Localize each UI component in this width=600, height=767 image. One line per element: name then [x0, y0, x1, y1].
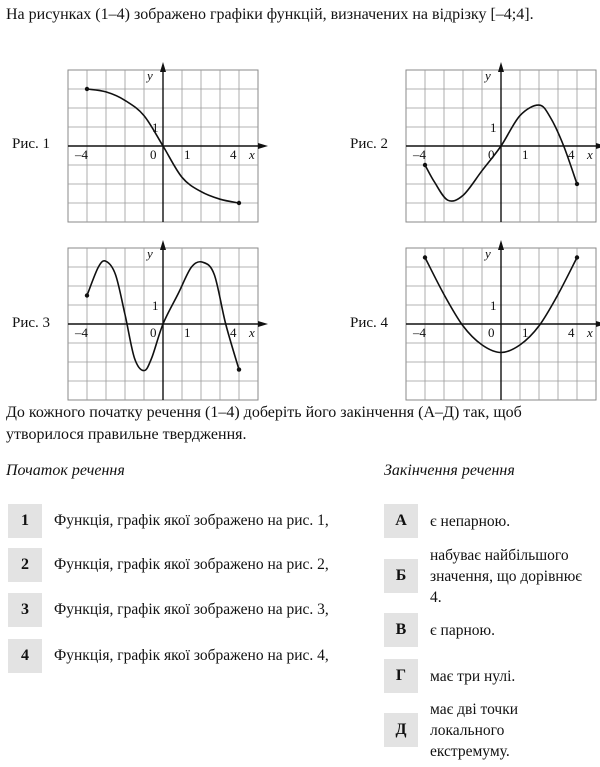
- start-text: Функція, графік якої зображено на рис. 1,: [54, 512, 329, 529]
- x-unit-label: 1: [184, 147, 191, 162]
- start-number-badge: 1: [8, 504, 42, 538]
- x-max-label: 4: [230, 147, 237, 162]
- x-axis-label: x: [587, 147, 593, 162]
- x-axis-arrow: [596, 321, 600, 327]
- y-axis-arrow: [160, 62, 166, 72]
- start-number-badge: 3: [8, 593, 42, 627]
- figure-1-graph: [68, 70, 268, 225]
- start-text: Функція, графік якої зображено на рис. 4,: [54, 647, 329, 664]
- x-min-label: –4: [75, 147, 88, 162]
- ending-text: має дві точки локального екстремуму.: [430, 700, 519, 760]
- y-unit-label: 1: [490, 120, 497, 135]
- start-number-badge: 2: [8, 548, 42, 582]
- x-axis-arrow: [596, 143, 600, 149]
- y-axis-label: y: [147, 246, 153, 261]
- x-unit-label: 1: [522, 325, 529, 340]
- start-row-1: [8, 503, 370, 539]
- x-axis-label: x: [249, 325, 255, 340]
- x-max-label: 4: [568, 325, 575, 340]
- y-axis-arrow: [498, 240, 504, 250]
- intro-text: На рисунках (1–4) зображено графіки функцій, визначених на відрізку [–4;4].: [6, 6, 534, 23]
- figure-4-graph: [406, 248, 600, 403]
- y-unit-label: 1: [152, 120, 159, 135]
- curve-start-point: [85, 293, 89, 297]
- y-unit-label: 1: [490, 298, 497, 313]
- ending-row-d: [384, 658, 596, 694]
- x-axis-label: x: [249, 147, 255, 162]
- x-max-label: 4: [568, 147, 575, 162]
- ending-text: має три нулі.: [430, 667, 516, 685]
- ending-letter-badge: Б: [384, 559, 418, 593]
- start-row-4: [8, 638, 370, 674]
- curve-end-point: [575, 255, 579, 259]
- origin-label: 0: [488, 325, 495, 340]
- ending-text: набуває найбільшого значення, що дорівнює 4.: [430, 546, 582, 606]
- y-axis-label: y: [147, 68, 153, 83]
- curve-start-point: [423, 255, 427, 259]
- origin-label: 0: [488, 147, 495, 162]
- y-axis-arrow: [498, 62, 504, 72]
- origin-label: 0: [150, 325, 157, 340]
- ending-letter-badge: Д: [384, 713, 418, 747]
- start-text: Функція, графік якої зображено на рис. 3,: [54, 601, 329, 618]
- x-axis-arrow: [258, 321, 268, 327]
- ending-letter-badge: Г: [384, 659, 418, 693]
- start-row-3: [8, 592, 370, 628]
- x-min-label: –4: [413, 147, 426, 162]
- start-number-badge: 4: [8, 639, 42, 673]
- figure-label-4: Рис. 4: [350, 315, 389, 331]
- y-unit-label: 1: [152, 298, 159, 313]
- ending-letter-badge: А: [384, 504, 418, 538]
- figure-label-2: Рис. 2: [350, 136, 389, 152]
- y-axis-label: y: [485, 246, 491, 261]
- ending-row-a: [384, 503, 596, 539]
- ending-row-c: [384, 612, 596, 648]
- ending-row-b: [384, 544, 596, 608]
- y-axis-label: y: [485, 68, 491, 83]
- ending-row-e: [384, 698, 596, 762]
- x-axis-label: x: [587, 325, 593, 340]
- x-unit-label: 1: [184, 325, 191, 340]
- figure-label-1: Рис. 1: [12, 136, 51, 152]
- curve-end-point: [237, 201, 241, 205]
- curve-start-point: [423, 163, 427, 167]
- ending-text: є парною.: [430, 621, 495, 639]
- ending-letter-badge: В: [384, 613, 418, 647]
- x-max-label: 4: [230, 325, 237, 340]
- curve-start-point: [85, 87, 89, 91]
- figure-2-graph: [406, 70, 600, 225]
- curve-end-point: [237, 367, 241, 371]
- start-row-2: [8, 547, 370, 583]
- x-min-label: –4: [413, 325, 426, 340]
- task-text: До кожного початку речення (1–4) доберіть його закінчення (А–Д) так, щоб утворилося правильне твердження.: [6, 404, 522, 443]
- figure-label-3: Рис. 3: [12, 315, 51, 331]
- right-column-title: Закінчення речення: [384, 462, 515, 479]
- origin-label: 0: [150, 147, 157, 162]
- x-unit-label: 1: [522, 147, 529, 162]
- curve-end-point: [575, 182, 579, 186]
- y-axis-arrow: [160, 240, 166, 250]
- x-min-label: –4: [75, 325, 88, 340]
- figure-3-graph: [68, 248, 268, 403]
- x-axis-arrow: [258, 143, 268, 149]
- ending-text: є непарною.: [430, 512, 511, 530]
- left-column-title: Початок речення: [6, 462, 125, 479]
- start-text: Функція, графік якої зображено на рис. 2,: [54, 556, 329, 573]
